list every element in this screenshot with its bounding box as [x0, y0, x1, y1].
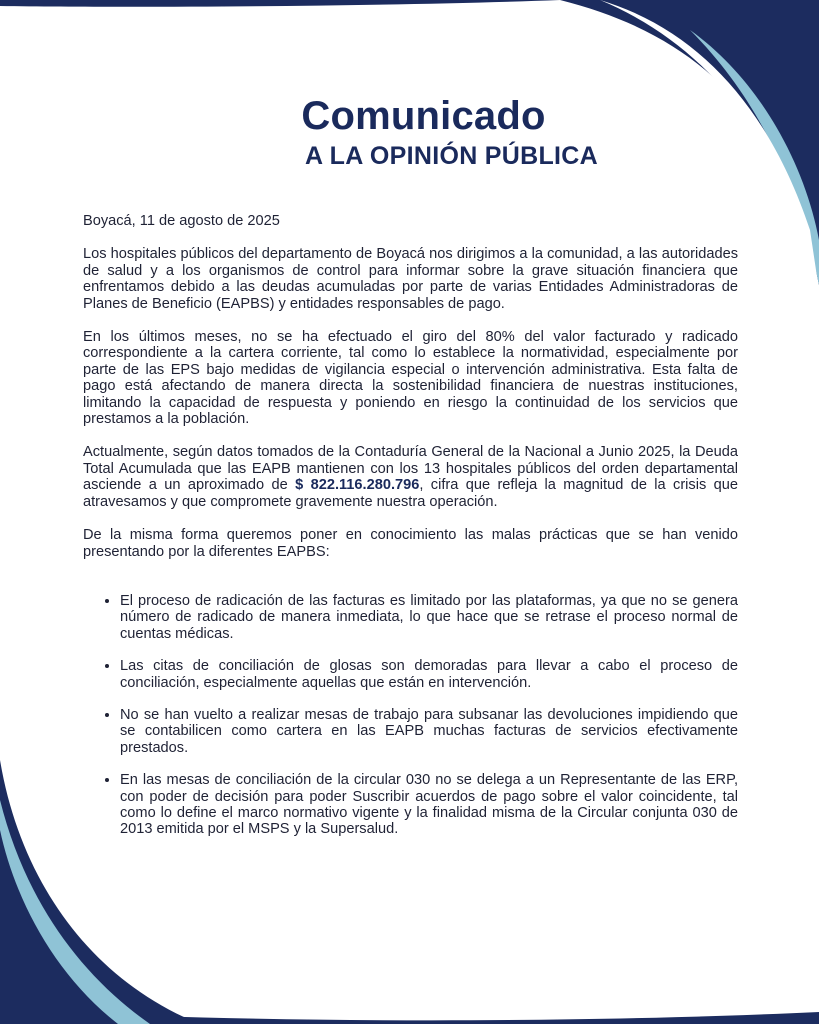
top-edge-strip [0, 0, 560, 7]
paragraph-2: En los últimos meses, no se ha efectuado el giro del 80% del valor facturado y radicado correspondiente a la cartera corriente, tal como lo establece la normatividad, especialmente por parte de las EPS bajo medidas de vigilancia especial o intervención administrativa. Esta falta de pago está afectando de manera directa la sostenibilidad financiera de nuestras instituciones, limitando la capacidad de respuesta y poniendo en riesgo la continuidad de los servicios que prestamos a la población. [83, 329, 738, 428]
bottom-edge-strip [150, 1012, 819, 1024]
paragraph-3 [83, 444, 738, 510]
paragraph-3-tail: , cifra que refleja la magnitud de la crisis que atravesamos y que compromete gravemente nuestra operación. [83, 477, 738, 510]
page-title: Comunicado [301, 94, 546, 138]
list-item: • Las citas de conciliación de glosas son demoradas para llevar a cabo el proceso de conciliación, especialmente aquellas que están en intervención. [120, 658, 738, 691]
letter-date: Boyacá, 11 de agosto de 2025 [83, 213, 280, 229]
debt-amount: $ 822.116.280.796 [295, 477, 420, 494]
list-item: • No se han vuelto a realizar mesas de trabajo para subsanar las devoluciones impidiendo que se contabilicen como cartera en las EAPB muchas facturas de servicios efectivamente prestados. [120, 707, 738, 756]
list-item: • El proceso de radicación de las facturas es limitado por las plataformas, ya que no se genera número de radicado de manera inmediata, lo que hace que se retrase el proceso normal de cuentas médicas. [120, 593, 738, 642]
list-item: • En las mesas de conciliación de la circular 030 no se delega a un Representante de las ERP, con poder de decisión para poder Suscribir acuerdos de pago sobre el valor coincidente, tal como lo define el marco normativo vigente y la finalidad misma de la Circular conjunta 030 de 2013 emitida por el MSPS y la Supersalud. [120, 772, 738, 838]
paragraph-3-lead: Actualmente, según datos tomados de la Contaduría General de la Nacional a Junio 2025, la Deuda Total Acumulada que las EAPB mantienen con los 13 hospitales públicos del orden departamental asciende a un aproximado de [83, 444, 738, 494]
bad-practices-list [83, 593, 738, 838]
paragraph-4: De la misma forma queremos poner en conocimiento las malas prácticas que se han venido presentando por la diferentes EAPBS: [83, 527, 738, 560]
paragraph-1: Los hospitales públicos del departamento de Boyacá nos dirigimos a la comunidad, a las autoridades de salud y a los organismos de control para informar sobre la grave situación financiera que enfrentamos debido a las deudas acumuladas por parte de varias Entidades Administradoras de Planes de Beneficio (EAPBS) y entidades responsables de pago. [83, 246, 738, 312]
letter-text [83, 213, 738, 854]
page-subtitle: A LA OPINIÓN PÚBLICA [304, 142, 599, 170]
